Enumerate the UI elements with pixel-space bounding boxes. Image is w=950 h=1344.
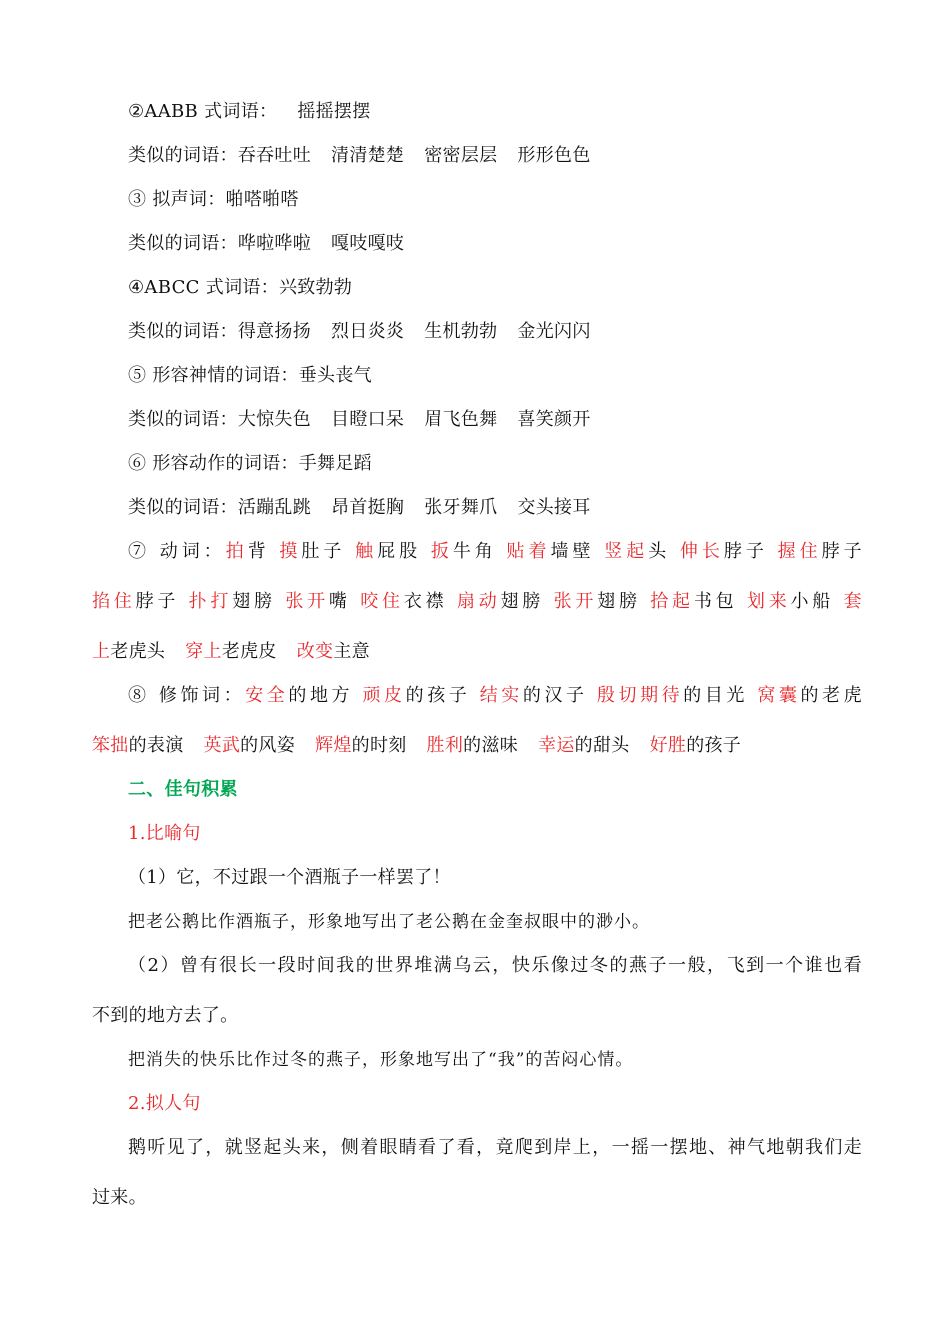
modifier-noun: 的风姿: [240, 735, 296, 756]
modifier: 窝囊: [757, 685, 801, 706]
aabb-similar-line: [128, 144, 898, 168]
verb-object: 小船: [790, 591, 835, 612]
verb-object: 书包: [693, 591, 738, 612]
verb-object: 翅膀: [232, 591, 276, 612]
simile-sentence-1: （1）它，不过跟一个酒瓶子一样罢了！: [128, 867, 451, 888]
similar-word: 金光闪闪: [517, 321, 591, 342]
onomatopoeia-example: 啪嗒啪嗒: [225, 189, 299, 210]
similar-word: 交头接耳: [517, 497, 591, 518]
simile-sentence-2-line-2: 不到的地方去了。: [92, 1005, 239, 1026]
similar-word: 生机勃勃: [424, 321, 498, 342]
verb: 张开: [553, 591, 598, 612]
expression-similar-line: [128, 408, 898, 432]
similar-word: 形形色色: [517, 145, 591, 166]
modifier-noun: 的时刻: [351, 735, 407, 756]
verb: 张开: [285, 591, 329, 612]
verb-object: 翅膀: [500, 591, 545, 612]
verb: 触: [355, 541, 378, 562]
verb: 套: [843, 591, 862, 612]
verbs-line-1: [128, 540, 862, 564]
modifiers-line-1: [128, 684, 862, 708]
aabb-line: [128, 100, 898, 124]
action-line: [128, 452, 898, 476]
verb: 扳: [430, 541, 453, 562]
modifier-noun: 的甜头: [574, 735, 630, 756]
modifier: 顽皮: [362, 685, 406, 706]
abcc-line: [128, 276, 898, 300]
verb: 改变: [296, 641, 334, 662]
action-similar-line: [128, 496, 898, 520]
expression-example: 垂头丧气: [298, 365, 372, 386]
verb-object: 翅膀: [597, 591, 641, 612]
verb: 竖起: [604, 541, 649, 562]
simile-note-1: 把老公鹅比作酒瓶子，形象地写出了老公鹅在金奎叔眼中的渺小。: [128, 912, 650, 932]
action-label: ⑥ 形容动作的词语：: [128, 453, 299, 474]
personification-sentence-line-1: 鹅听见了，就竖起头来，侧着眼睛看了看，竟爬到岸上，一摇一摆地、神气地朝我们走: [128, 1137, 862, 1158]
similar-word: 喜笑颜开: [517, 409, 591, 430]
verb-object: 屁股: [377, 541, 422, 562]
onomatopoeia-similar-line: [128, 232, 898, 256]
verb-object: 脖子: [135, 591, 180, 612]
modifier: 辉煌: [315, 735, 352, 756]
verb-object: 脖子: [723, 541, 768, 562]
verb: 拍: [225, 541, 248, 562]
verb: 拾起: [650, 591, 694, 612]
aabb-example: 摇摇摆摆: [297, 101, 371, 122]
verb-object: 牛角: [452, 541, 497, 562]
modifier: 殷切期待: [596, 685, 684, 706]
verb: 划来: [746, 591, 791, 612]
aabb-label: ②AABB 式词语：: [128, 101, 278, 122]
modifiers-label: ⑧ 修饰词：: [128, 685, 246, 706]
modifier: 结实: [479, 685, 523, 706]
modifier: 英武: [203, 735, 241, 756]
verb-object: 老虎皮: [221, 641, 277, 662]
action-example: 手舞足蹈: [298, 453, 372, 474]
modifier-noun: 的滋味: [463, 735, 519, 756]
expression-line: [128, 364, 898, 388]
modifier-noun: 的汉子: [522, 685, 588, 706]
similar-word: 眉飞色舞: [424, 409, 498, 430]
similar-word: 清清楚楚: [331, 145, 405, 166]
verb: 伸长: [679, 541, 724, 562]
verb-object: 脖子: [821, 541, 862, 562]
modifiers-line-2: [92, 734, 862, 758]
similar-word: 哗啦哗啦: [237, 233, 312, 254]
similar-word: 密密层层: [424, 145, 498, 166]
section-title: 二、佳句积累: [128, 779, 238, 800]
modifier: 笨拙: [92, 735, 129, 756]
verb: 扇动: [456, 591, 501, 612]
verb: 掐住: [92, 591, 136, 612]
modifier-noun: 的地方: [288, 685, 354, 706]
onomatopoeia-label: ③ 拟声词：: [128, 189, 226, 210]
similar-label: 类似的词语：: [128, 233, 238, 254]
verb-object: 衣襟: [403, 591, 448, 612]
simile-note-2: 把消失的快乐比作过冬的燕子，形象地写出了“我”的苦闷心情。: [128, 1050, 634, 1070]
verb-object: 背: [247, 541, 270, 562]
verb: 穿上: [185, 641, 222, 662]
similar-word: 得意扬扬: [237, 321, 312, 342]
verb-object: 嘴: [328, 591, 351, 612]
abcc-similar-line: [128, 320, 898, 344]
onomatopoeia-line: [128, 188, 898, 212]
abcc-label: ④ABCC 式词语：: [128, 277, 279, 298]
similar-word: 目瞪口呆: [331, 409, 405, 430]
similar-label: 类似的词语：: [128, 409, 238, 430]
simile-sentence-2-line-1: （2）曾有很长一段时间我的世界堆满乌云，快乐像过冬的燕子一般，飞到一个谁也看: [128, 955, 862, 976]
modifier-noun: 的孩子: [405, 685, 471, 706]
verb: 握住: [777, 541, 822, 562]
verb: 贴着: [506, 541, 551, 562]
modifier-noun: 的目光: [683, 685, 749, 706]
modifier-noun: 的表演: [128, 735, 184, 756]
personification-heading: 2.拟人句: [128, 1093, 201, 1114]
verbs-line-3: [92, 640, 862, 664]
verb: 扑打: [188, 591, 233, 612]
similar-word: 吞吞吐吐: [237, 145, 312, 166]
modifier: 安全: [245, 685, 289, 706]
verb-object: 老虎头: [110, 641, 166, 662]
verb-object: 墙壁: [550, 541, 595, 562]
similar-label: 类似的词语：: [128, 321, 238, 342]
verb-object: 头: [648, 541, 671, 562]
similar-word: 张牙舞爪: [424, 497, 498, 518]
similar-label: 类似的词语：: [128, 497, 238, 518]
similar-word: 活蹦乱跳: [237, 497, 312, 518]
verbs-line-2: [92, 590, 862, 614]
similar-word: 昂首挺胸: [331, 497, 405, 518]
modifier: 好胜: [649, 735, 687, 756]
personification-sentence-line-2: 过来。: [92, 1187, 147, 1208]
verb-object: 主意: [333, 641, 370, 662]
verb: 摸: [279, 541, 302, 562]
verb: 咬住: [360, 591, 404, 612]
expression-label: ⑤ 形容神情的词语：: [128, 365, 299, 386]
similar-word: 大惊失色: [237, 409, 312, 430]
similar-word: 嘎吱嘎吱: [331, 233, 405, 254]
abcc-example: 兴致勃勃: [278, 277, 353, 298]
modifier-noun: 的老虎: [800, 685, 862, 706]
verb: 上: [92, 641, 111, 662]
similar-label: 类似的词语：: [128, 145, 238, 166]
modifier: 胜利: [426, 735, 464, 756]
modifier-noun: 的孩子: [686, 735, 742, 756]
verb-object: 肚子: [301, 541, 346, 562]
similar-word: 烈日炎炎: [331, 321, 405, 342]
modifier: 幸运: [538, 735, 575, 756]
verbs-label: ⑦ 动词：: [128, 541, 226, 562]
simile-heading: 1.比喻句: [128, 823, 201, 844]
